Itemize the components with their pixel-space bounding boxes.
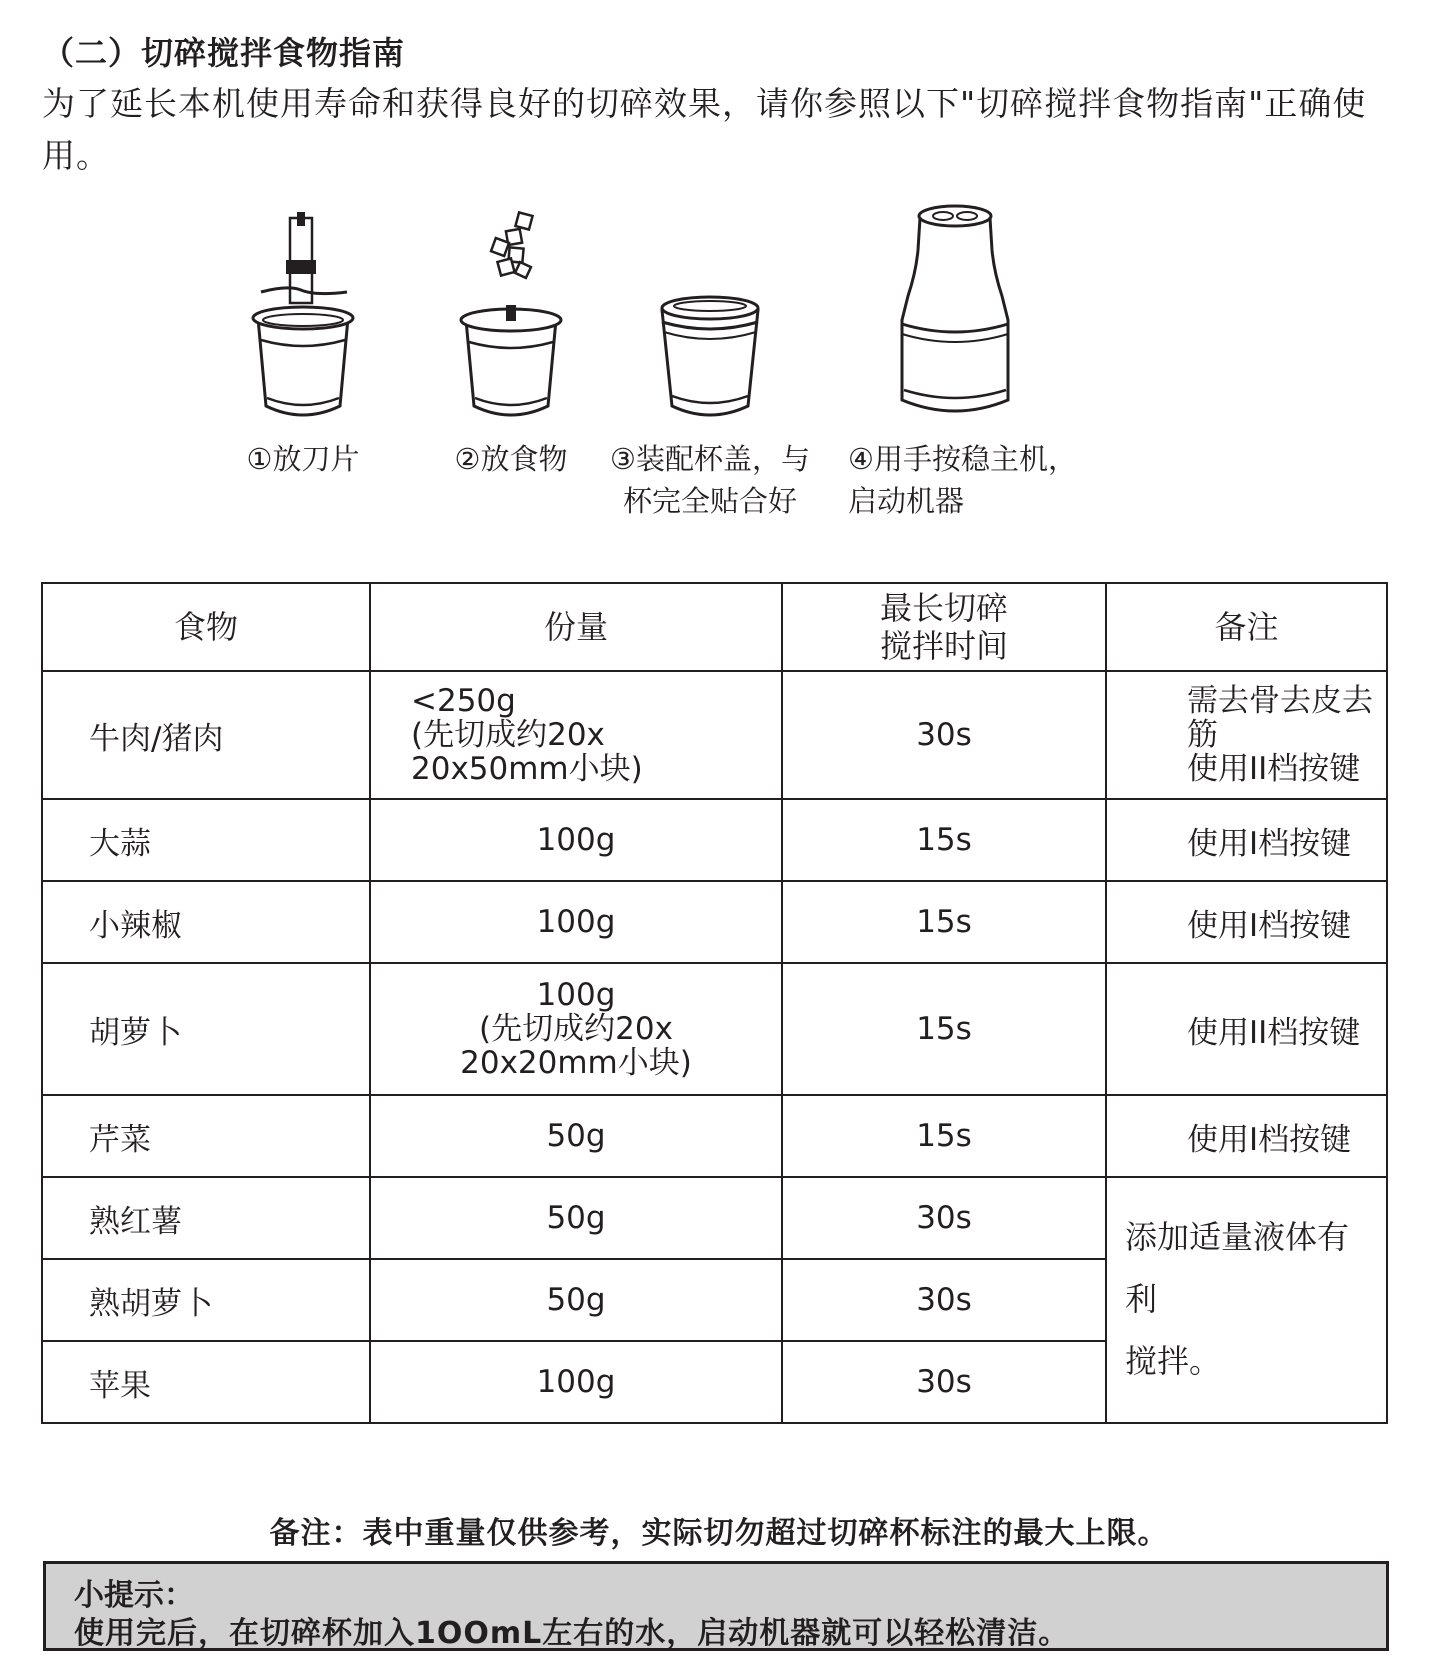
table-footnote: 备注：表中重量仅供参考，实际切勿超过切碎杯标注的最大上限。 [269,1516,1169,1551]
tip-text: 使用完后，在切碎杯加入1OOmL左右的水，启动机器就可以轻松清洁。 [74,1616,1070,1651]
shared-note-cell: 添加适量液体有利 搅拌。 [1106,1177,1387,1423]
amount-cell: 50g [370,1177,782,1259]
bowl-with-lid-icon [650,210,770,432]
table-row [42,1177,1387,1259]
time-cell: 15s [782,799,1106,881]
table-header-row [42,583,1387,671]
time-cell: 30s [782,1259,1106,1341]
note-cell: 使用I档按键 [1106,881,1387,963]
time-cell: 30s [782,671,1106,799]
food-cell: 大蒜 [42,799,370,881]
step-3-caption: ③装配杯盖，与 杯完全贴合好 [610,442,810,518]
food-cell: 牛肉/猪肉 [42,671,370,799]
amount-cell: 50g [370,1095,782,1177]
table-row [42,963,1387,1095]
blade-in-bowl-icon [243,210,363,432]
food-into-bowl-icon [451,210,571,432]
table-row [42,671,1387,799]
amount-cell: <250g (先切成约20x 20x50mm小块) [370,671,782,799]
note-cell: 使用I档按键 [1106,1095,1387,1177]
time-cell: 30s [782,1177,1106,1259]
amount-cell: 100g [370,1341,782,1423]
food-cell: 小辣椒 [42,881,370,963]
header-time: 最长切碎 搅拌时间 [782,583,1106,671]
table-row [42,1095,1387,1177]
note-cell: 使用II档按键 [1106,963,1387,1095]
amount-cell: 100g [370,881,782,963]
note-cell: 使用I档按键 [1106,799,1387,881]
food-cell: 芹菜 [42,1095,370,1177]
time-cell: 30s [782,1341,1106,1423]
amount-cell: 100g (先切成约20x 20x20mm小块) [370,963,782,1095]
chopping-guide-table [41,582,1388,1424]
step-1-caption: ①放刀片 [246,442,360,476]
time-cell: 15s [782,963,1106,1095]
step-1 [228,210,378,480]
note-cell: 需去骨去皮去筋 使用II档按键 [1106,671,1387,799]
amount-cell: 50g [370,1259,782,1341]
tip-box [43,1561,1389,1651]
step-2-caption: ②放食物 [454,442,568,476]
header-note: 备注 [1106,583,1387,671]
section-title: （二）切碎搅拌食物指南 [42,34,406,72]
header-food: 食物 [42,583,370,671]
step-4-caption: ④用手按稳主机， 启动机器 [848,442,1077,518]
header-amount: 份量 [370,583,782,671]
food-cell: 苹果 [42,1341,370,1423]
food-cell: 胡萝卜 [42,963,370,1095]
assembled-chopper-icon [890,200,1020,432]
assembly-steps [0,205,1438,545]
food-cell: 熟胡萝卜 [42,1259,370,1341]
amount-cell: 100g [370,799,782,881]
step-4 [830,200,1080,522]
step-3 [595,210,825,522]
tip-title: 小提示： [74,1578,194,1613]
table-row [42,799,1387,881]
step-2 [436,210,586,480]
time-cell: 15s [782,1095,1106,1177]
intro-text: 为了延长本机使用寿命和获得良好的切碎效果，请你参照以下"切碎搅拌食物指南"正确使用。 [42,84,1367,175]
food-cell: 熟红薯 [42,1177,370,1259]
table-row [42,881,1387,963]
time-cell: 15s [782,881,1106,963]
